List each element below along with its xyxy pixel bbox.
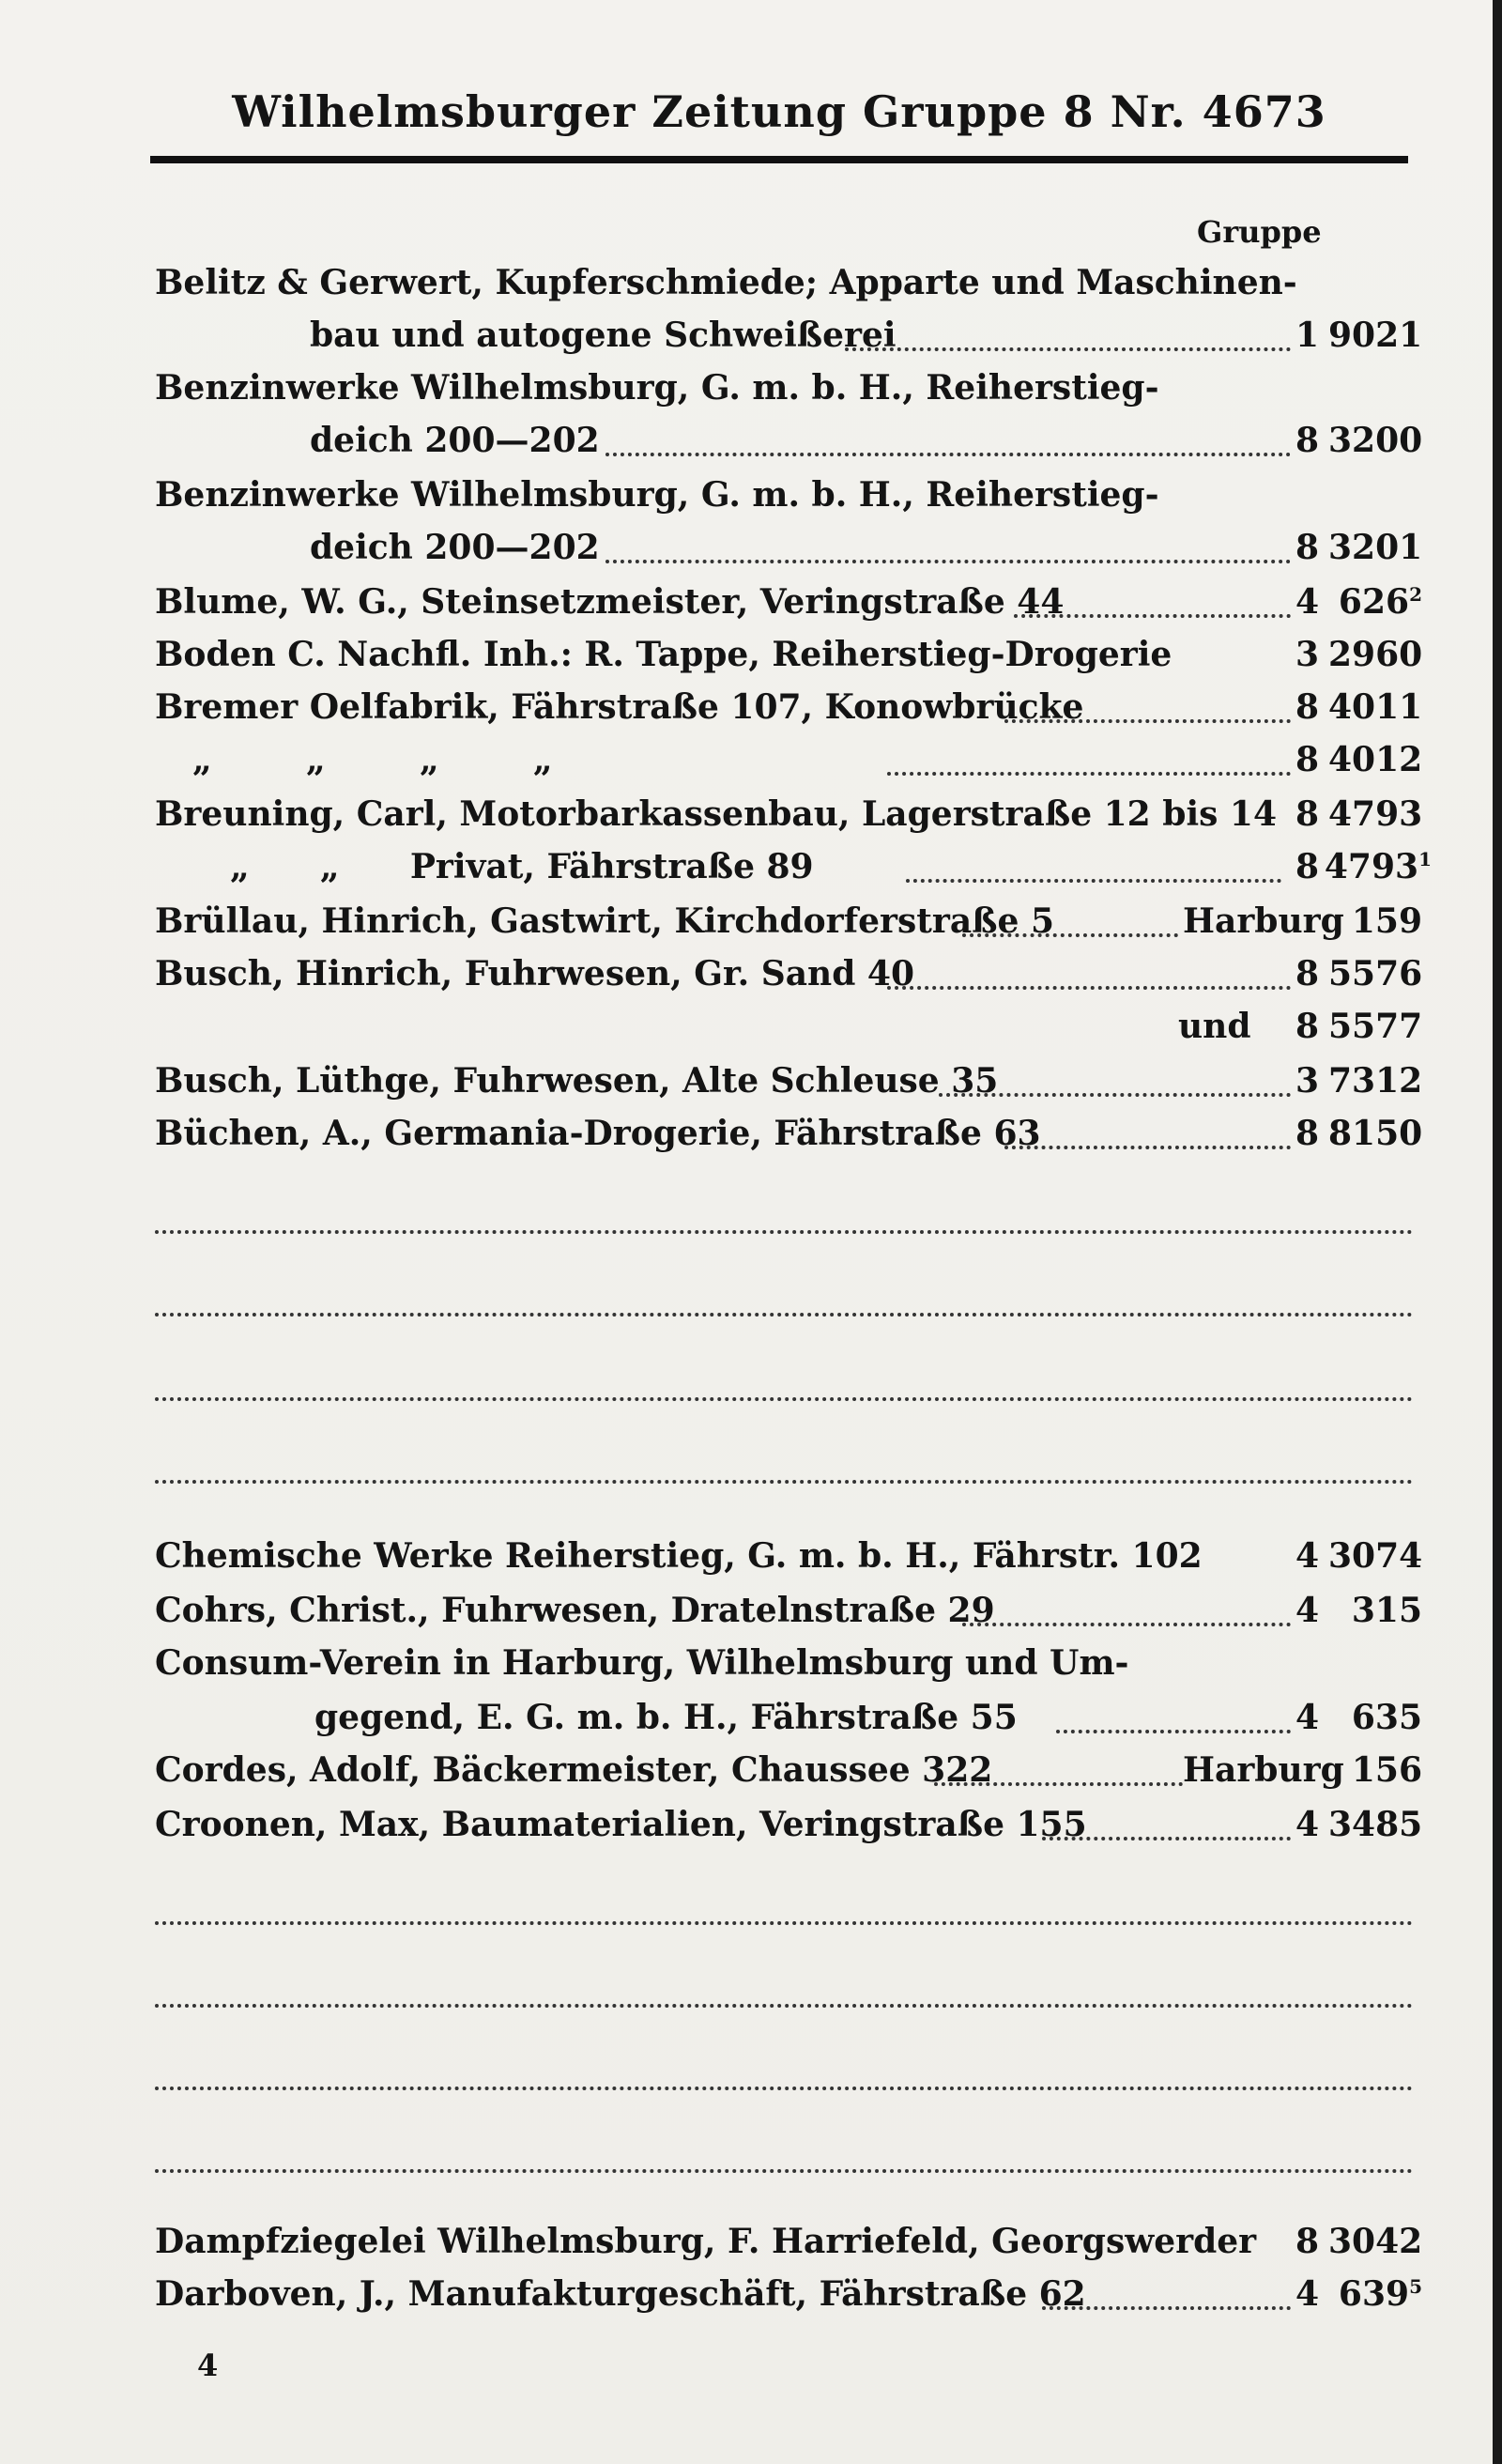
dot-leader	[939, 1093, 1291, 1097]
entry-continuation: bau und autogene Schweißerei	[310, 316, 897, 355]
entry-number: 5577	[1328, 1007, 1423, 1046]
entry-name: „ „ Privat, Fährstraße 89	[230, 847, 814, 886]
page-number: 4	[197, 2348, 219, 2383]
entry-gruppe: 8	[1295, 1114, 1319, 1153]
entry-continuation: deich 200—202	[310, 421, 600, 460]
dot-leader	[962, 933, 1178, 937]
entry-name: Busch, Lüthge, Fuhrwesen, Alte Schleuse 35	[155, 1061, 999, 1101]
entry-number: 9021	[1328, 316, 1423, 355]
entry-number: 4793	[1328, 794, 1423, 834]
entry-name: Consum-Verein in Harburg, Wilhelmsburg und Um-	[155, 1643, 1129, 1683]
entry-name: Boden C. Nachfl. Inh.: R. Tappe, Reiherstieg-Drogerie	[155, 635, 1172, 674]
blank-dotted-line	[155, 2004, 1413, 2008]
entry-number: 3485	[1328, 1805, 1423, 1844]
dot-leader	[1056, 1730, 1291, 1733]
entry-number: 3042	[1328, 2222, 1423, 2261]
dot-leader	[1004, 1146, 1291, 1149]
header-rule	[150, 156, 1408, 163]
entry-name: Belitz & Gerwert, Kupferschmiede; Apparte und Maschinen-	[155, 263, 1297, 302]
entry-gruppe: 8	[1295, 954, 1319, 993]
superscript-mark: 5	[1409, 2275, 1422, 2298]
entry-number: 3200	[1328, 421, 1423, 460]
blank-dotted-line	[155, 1313, 1413, 1317]
dot-leader	[887, 772, 1291, 776]
entry-number: 4011	[1328, 687, 1423, 727]
entry-name: Dampfziegelei Wilhelmsburg, F. Harriefeld, Georgswerder	[155, 2222, 1257, 2261]
entry-conjunction: und	[1178, 1007, 1251, 1046]
entry-name: Cordes, Adolf, Bäckermeister, Chaussee 322	[155, 1750, 993, 1790]
entry-number: 2960	[1328, 635, 1423, 674]
entry-number: $639^5$	[1338, 2274, 1422, 2314]
entry-name: Busch, Hinrich, Fuhrwesen, Gr. Sand 40	[155, 954, 915, 993]
entry-name: Darboven, J., Manufakturgeschäft, Fährstraße 62	[155, 2274, 1086, 2314]
column-head-gruppe: Gruppe	[1197, 214, 1322, 250]
blank-dotted-line	[155, 1480, 1413, 1484]
entry-continuation: deich 200—202	[310, 528, 600, 567]
entry-name: Chemische Werke Reiherstieg, G. m. b. H., Fährstr. 102	[155, 1536, 1203, 1576]
entry-name: Benzinwerke Wilhelmsburg, G. m. b. H., Reiherstieg-	[155, 368, 1159, 408]
entry-name: Blume, W. G., Steinsetzmeister, Veringstraße 44	[155, 582, 1065, 622]
dot-leader	[887, 986, 1291, 990]
dot-leader	[845, 347, 1291, 351]
entry-number: 3074	[1328, 1536, 1423, 1576]
entry-name: Breuning, Carl, Motorbarkassenbau, Lagerstraße 12 bis 14	[155, 794, 1278, 834]
entry-gruppe: 8	[1295, 1007, 1319, 1046]
entry-number: 315	[1351, 1591, 1422, 1630]
entry-number: 8150	[1328, 1114, 1423, 1153]
entry-gruppe: 1	[1295, 316, 1319, 355]
entry-name: Brüllau, Hinrich, Gastwirt, Kirchdorferstraße 5	[155, 901, 1055, 941]
entry-gruppe: 8	[1295, 847, 1319, 886]
entry-gruppe: 8	[1295, 421, 1319, 460]
entry-place: Harburg	[1183, 1750, 1344, 1790]
blank-dotted-line	[155, 1397, 1413, 1401]
entry-name: Croonen, Max, Baumaterialien, Veringstraße 155	[155, 1805, 1087, 1844]
entry-gruppe: 4	[1295, 1698, 1319, 1737]
entry-number: 5576	[1328, 954, 1423, 993]
entry-gruppe: 8	[1295, 528, 1319, 567]
superscript-mark: 2	[1409, 583, 1422, 606]
entry-gruppe: 8	[1295, 2222, 1319, 2261]
entry-gruppe: 4	[1295, 582, 1319, 622]
dot-leader	[605, 560, 1291, 563]
entry-gruppe: 4	[1295, 1591, 1319, 1630]
entry-gruppe: 8	[1295, 740, 1319, 779]
entry-number: 4012	[1328, 740, 1423, 779]
entry-number: 156	[1351, 1750, 1422, 1790]
entry-gruppe: 8	[1295, 687, 1319, 727]
dot-leader	[906, 879, 1281, 883]
dot-leader	[1042, 1837, 1291, 1840]
entry-number: 635	[1351, 1698, 1422, 1737]
dot-leader	[934, 1782, 1183, 1786]
page-header: Wilhelmsburger Zeitung Gruppe 8 Nr. 4673	[232, 86, 1326, 137]
entry-name: Büchen, A., Germania-Drogerie, Fährstraße 63	[155, 1114, 1041, 1153]
blank-dotted-line	[155, 1230, 1413, 1234]
blank-dotted-line	[155, 1921, 1413, 1925]
ditto-marks: „ „ „ „	[192, 740, 553, 779]
entry-gruppe: 3	[1295, 635, 1319, 674]
blank-dotted-line	[155, 2087, 1413, 2090]
dot-leader	[962, 1623, 1291, 1626]
page-edge	[1493, 0, 1502, 2464]
entry-continuation: gegend, E. G. m. b. H., Fährstraße 55	[314, 1698, 1018, 1737]
entry-name: Benzinwerke Wilhelmsburg, G. m. b. H., Reiherstieg-	[155, 475, 1159, 515]
entry-gruppe: 3	[1295, 1061, 1319, 1101]
entry-gruppe: 4	[1295, 1536, 1319, 1576]
entry-number: 4793$^1$	[1324, 847, 1432, 886]
entry-number: $626^2$	[1338, 582, 1422, 622]
entry-name: Bremer Oelfabrik, Fährstraße 107, Konowbrücke	[155, 687, 1084, 727]
entry-gruppe: 8	[1295, 794, 1319, 834]
dot-leader	[605, 453, 1291, 456]
entry-gruppe: 4	[1295, 1805, 1319, 1844]
entry-place: Harburg	[1183, 901, 1344, 941]
dot-leader	[1042, 2306, 1291, 2310]
dot-leader	[1004, 719, 1291, 723]
dot-leader	[1014, 614, 1291, 618]
entry-number: 7312	[1328, 1061, 1423, 1101]
entry-number: 3201	[1328, 528, 1423, 567]
superscript-mark: 1	[1418, 848, 1432, 870]
blank-dotted-line	[155, 2169, 1413, 2173]
entry-gruppe: 4	[1295, 2274, 1319, 2314]
entry-name: Cohrs, Christ., Fuhrwesen, Dratelnstraße 29	[155, 1591, 995, 1630]
entry-number: 159	[1351, 901, 1422, 941]
